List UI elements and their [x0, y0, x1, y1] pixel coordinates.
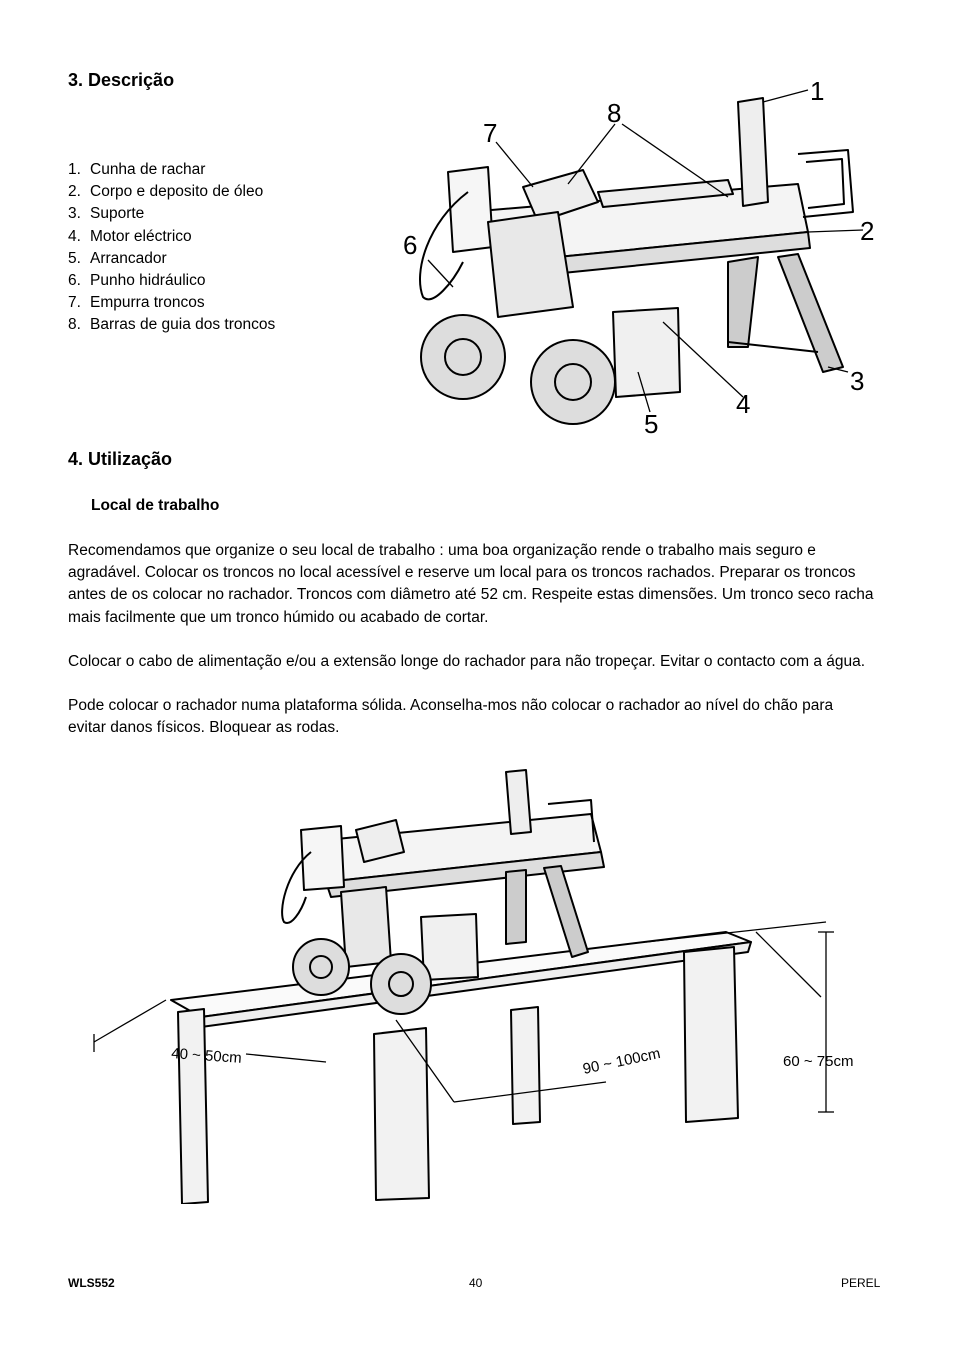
splitter-on-table-diagram [86, 762, 870, 1204]
list-item: 7. Empurra troncos [68, 294, 205, 312]
list-item: 8. Barras de guia dos troncos [68, 316, 276, 334]
list-item: 2. Corpo e deposito de óleo [68, 183, 264, 201]
list-item: 6. Punho hidráulico [68, 272, 206, 290]
dimension-depth: 40 ~ 50cm [170, 1045, 243, 1067]
callout-7: 7 [483, 118, 498, 148]
list-item: 3. Suporte [68, 205, 145, 223]
list-item: 5. Arrancador [68, 249, 167, 267]
dimension-height: 60 ~ 75cm [783, 1053, 854, 1070]
footer-model: WLS552 [68, 1276, 115, 1290]
callout-4: 4 [736, 389, 751, 419]
footer-page-number: 40 [469, 1276, 483, 1290]
subsection-title-workplace: Local de trabalho [91, 497, 220, 514]
parts-list [68, 159, 275, 337]
paragraph-platform: Pode colocar o rachador numa plataforma sólida. Aconselha-mos não colocar o rachador ao nível do chão para evitar danos físicos. Bloquear as rodas. [68, 697, 834, 737]
log-splitter-diagram [398, 72, 880, 444]
callout-2: 2 [860, 216, 875, 246]
callout-5: 5 [644, 409, 659, 439]
callout-3: 3 [850, 366, 865, 396]
footer-brand: PEREL [841, 1276, 881, 1290]
dimension-length: 90 ~ 100cm [581, 1044, 662, 1078]
callout-6: 6 [403, 230, 418, 260]
list-item: 4. Motor eléctrico [68, 227, 192, 245]
section-title-usage: 4. Utilização [68, 449, 173, 469]
list-item: 1. Cunha de rachar [68, 161, 206, 178]
paragraph-workplace: Recomendamos que organize o seu local de trabalho : uma boa organização rende o trabalho mais seguro e agradável. Colocar os troncos no local acessível e reserve um local para os troncos rachados. Preparar os troncos antes de os colocar no rachador. Troncos com diâmetro até 52 cm. Respeite estas dimensões. Um tronco seco racha mais facilmente que um tronco húmido ou acabado de cortar. [68, 542, 874, 626]
paragraph-cable: Colocar o cabo de alimentação e/ou a extensão longe do rachador para não tropeçar. Evitar o contacto com a água. [68, 653, 866, 670]
callout-1: 1 [810, 76, 825, 106]
callout-8: 8 [607, 98, 622, 128]
section-title-description: 3. Descrição [68, 70, 175, 90]
